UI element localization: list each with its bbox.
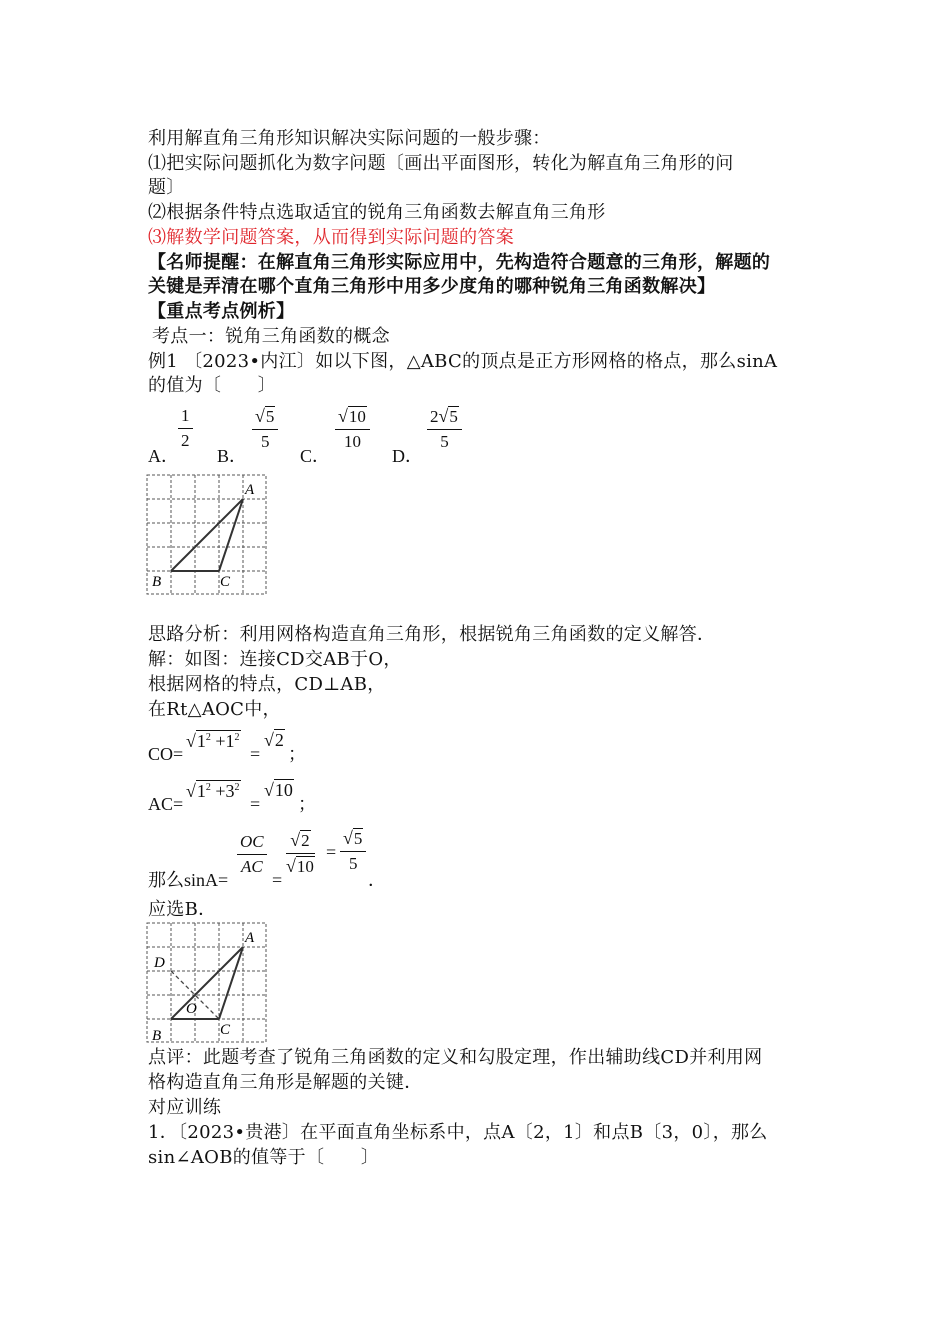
vertex-a-label: A: [245, 482, 255, 498]
ac-semicolon: ；: [298, 794, 316, 814]
practice-question-cont: sin∠AOB的值等于〔 〕: [148, 1147, 380, 1168]
grid-figure-1: [146, 474, 268, 596]
sina-fraction: $\frac{OC}{AC}$: [237, 830, 267, 879]
sina-label: 那么sinA=: [148, 870, 229, 890]
solution-line-2: 根据网格的特点，CD⊥AB，: [148, 674, 386, 695]
review-line-2: 格构造直角三角形是解题的关键．: [148, 1072, 423, 1093]
vertex-a-label-2: A: [245, 930, 255, 946]
solution-line-1: 解：如图：连接CD交AB于O，: [148, 649, 402, 670]
step-1-cont: 题〕: [148, 177, 185, 198]
option-b-label: B．: [217, 446, 248, 466]
topic-heading: 考点一：锐角三角函数的概念: [152, 326, 390, 347]
option-d-fraction: $\frac{2√5}{5}$: [427, 404, 462, 454]
option-d-label: D．: [392, 446, 423, 466]
step-3-line: ⑶解数学问题答案，从而得到实际问题的答案: [148, 227, 514, 248]
option-c-label: C．: [300, 446, 331, 466]
co-label: CO=: [148, 744, 184, 764]
co-semicolon: ；: [288, 744, 306, 764]
co-equals: =: [250, 744, 261, 764]
vertex-b-label-2: B: [152, 1028, 162, 1044]
section-heading: 【重点考点例析】: [148, 301, 295, 322]
option-a-fraction: $\frac{1}{2}$: [178, 404, 193, 453]
tip-line-2: 关键是弄清在哪个直角三角形中用多少度角的哪种锐角三角函数解决】: [148, 276, 716, 297]
co-radical: $√1^2 +1^2$: [186, 731, 240, 751]
vertex-b-label: B: [152, 574, 162, 590]
practice-question: 1．〔2023•贵港〕在平面直角坐标系中，点A〔2，1〕和点B〔3，0〕，那么: [148, 1122, 768, 1143]
segment-ab: [171, 499, 243, 571]
option-b-fraction: $\frac{√5}{5}$: [252, 404, 278, 454]
sina-equals-2: =: [326, 842, 337, 862]
example-question-cont: 的值为〔 〕: [148, 375, 277, 396]
example-question: 例1 〔2023•内江〕如以下图，△ABC的顶点是正方形网格的格点，那么sinA: [148, 351, 778, 372]
option-a-label: A．: [148, 446, 179, 466]
solution-line-3: 在Rt△AOC中，: [148, 699, 281, 720]
option-c-fraction: $\frac{√10}{10}$: [335, 404, 370, 454]
co-result: √2: [264, 730, 284, 750]
review-line-1: 点评：此题考查了锐角三角函数的定义和勾股定理，作出辅助线CD并利用网: [148, 1047, 763, 1068]
answer-line: 应选B．: [148, 899, 217, 920]
vertex-c-label: C: [220, 574, 231, 590]
ac-result: √10: [264, 780, 293, 800]
sina-period: ．: [368, 870, 386, 890]
tip-line-1: 【名师提醒：在解直角三角形实际应用中，先构造符合题意的三角形，解题的: [148, 252, 771, 273]
point-o-label: O: [186, 1001, 197, 1017]
vertex-c-label-2: C: [220, 1022, 231, 1038]
segment-ab-2: [171, 947, 243, 1019]
sina-result-fraction: $\frac{√5}{5}$: [340, 826, 366, 876]
practice-heading: 对应训练: [148, 1097, 222, 1118]
step-2-line: ⑵根据条件特点选取适宜的锐角三角函数去解直角三角形: [148, 202, 606, 223]
ac-radical: $√1^2 +3^2$: [186, 781, 240, 801]
vertex-d-label: D: [154, 955, 165, 971]
ac-equals: =: [250, 794, 261, 814]
step-1-line: ⑴把实际问题抓化为数字问题〔画出平面图形，转化为解直角三角形的问: [148, 153, 734, 174]
grid-figure-2: [146, 922, 268, 1044]
sina-mid-fraction: $\frac{√2}{√10}$: [286, 830, 314, 876]
intro-line: 利用解直角三角形知识解决实际问题的一般步骤：: [148, 128, 551, 149]
analysis-line: 思路分析：利用网格构造直角三角形，根据锐角三角函数的定义解答．: [148, 624, 716, 645]
ac-label: AC=: [148, 794, 184, 814]
sina-equals-1: =: [272, 870, 283, 890]
